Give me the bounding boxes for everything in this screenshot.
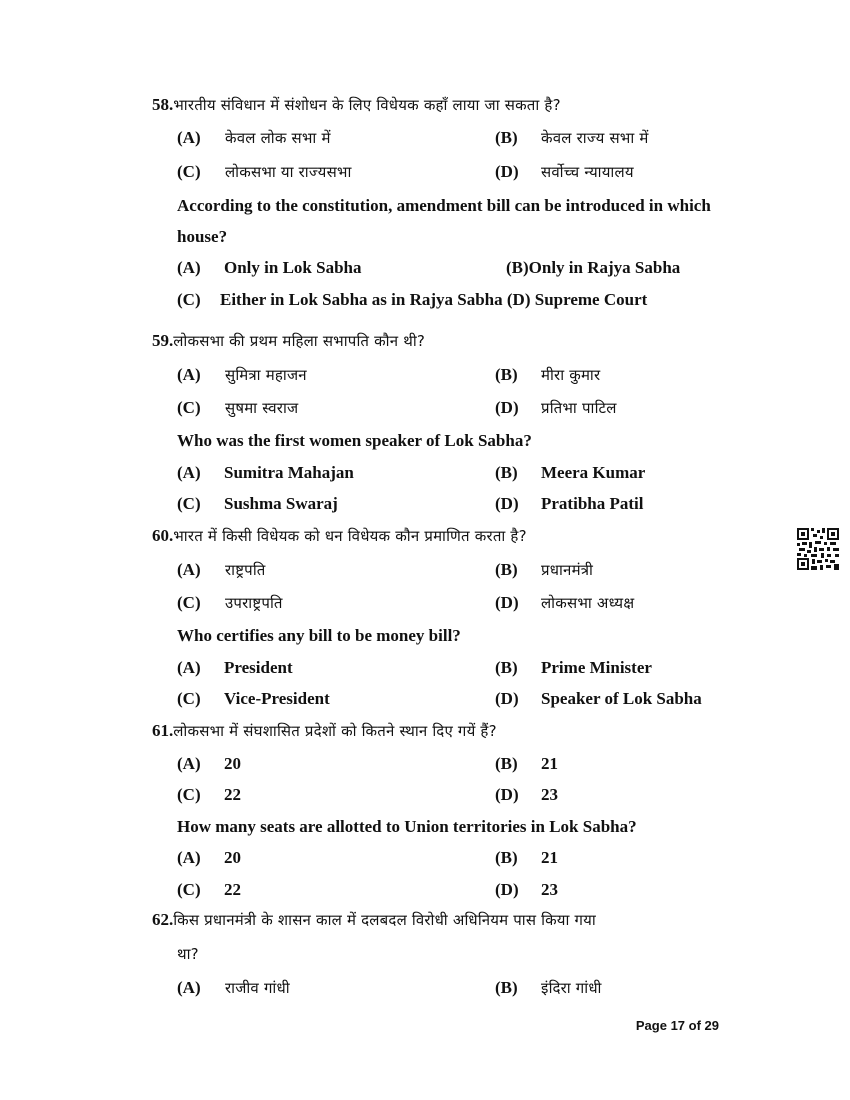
qr-code-icon	[797, 528, 839, 570]
option-text: लोकसभा अध्यक्ष	[541, 594, 635, 612]
option-text: (B)Only in Rajya Sabha	[506, 258, 681, 277]
option-label: (C)	[177, 494, 201, 513]
option-label: (B)	[495, 848, 518, 867]
option-text: 23	[541, 785, 558, 804]
option-text: सुमित्रा महाजन	[225, 366, 307, 384]
question-number: 58.	[152, 95, 174, 114]
option-label: (C)	[177, 785, 201, 804]
option-row	[177, 848, 737, 870]
option-label: (D)	[495, 162, 519, 181]
option-row	[177, 258, 737, 280]
option-label: (A)	[177, 978, 201, 997]
option-text: प्रतिभा पाटिल	[541, 399, 617, 417]
question-number: 59.	[152, 331, 174, 350]
page-number: Page 17 of 29	[635, 1018, 719, 1033]
question-hindi: लोकसभा में संघशासित प्रदेशों को कितने स्थान दिए गयें हैं?	[173, 722, 497, 740]
option-text: इंदिरा गांधी	[541, 979, 602, 997]
option-text: Speaker of Lok Sabha	[541, 689, 702, 708]
option-text: President	[224, 658, 293, 677]
option-label: (B)	[495, 128, 518, 147]
option-row	[177, 658, 737, 680]
question-62	[152, 910, 596, 930]
option-label: (B)	[495, 658, 518, 677]
option-label: (C)	[177, 398, 201, 417]
option-label: (B)	[495, 754, 518, 773]
option-text: सर्वोच्च न्यायालय	[541, 163, 634, 181]
question-59	[152, 331, 425, 351]
option-label: (D)	[495, 593, 519, 612]
question-58	[152, 95, 561, 115]
question-hindi: किस प्रधानमंत्री के शासन काल में दलबदल विरोधी अधिनियम पास किया गया	[173, 911, 596, 929]
question-61	[152, 721, 497, 741]
option-text: Either in Lok Sabha as in Rajya Sabha (D) Supreme Court	[220, 290, 648, 309]
question-hindi: भारत में किसी विधेयक को धन विधेयक कौन प्रमाणित करता है?	[173, 527, 527, 545]
option-row	[177, 463, 737, 485]
option-label: (A)	[177, 848, 201, 867]
option-row	[177, 290, 737, 312]
option-label: (B)	[495, 365, 518, 384]
option-row	[177, 398, 737, 420]
question-number: 61.	[152, 721, 174, 740]
question-english: How many seats are allotted to Union territories in Lok Sabha?	[177, 817, 637, 836]
option-label: (D)	[495, 880, 519, 899]
option-label: (C)	[177, 290, 201, 309]
option-row	[177, 365, 737, 387]
option-text: Vice-President	[224, 689, 330, 708]
option-row	[177, 494, 737, 516]
option-row	[177, 162, 737, 184]
option-label: (A)	[177, 258, 201, 277]
option-text: केवल लोक सभा में	[225, 129, 331, 147]
option-label: (B)	[495, 463, 518, 482]
question-number: 62.	[152, 910, 174, 929]
question-hindi: भारतीय संविधान में संशोधन के लिए विधेयक कहाँ लाया जा सकता है?	[173, 96, 561, 114]
question-hindi: लोकसभा की प्रथम महिला सभापति कौन थी?	[173, 332, 426, 350]
option-label: (A)	[177, 365, 201, 384]
option-label: (C)	[177, 880, 201, 899]
question-60	[152, 526, 527, 546]
option-text: 21	[541, 754, 558, 773]
option-text: Sushma Swaraj	[224, 494, 338, 513]
option-text: 22	[224, 785, 241, 804]
question-english: Who was the first women speaker of Lok Sabha?	[177, 431, 532, 450]
option-label: (B)	[495, 560, 518, 579]
question-english: Who certifies any bill to be money bill?	[177, 626, 461, 645]
option-text: 22	[224, 880, 241, 899]
option-label: (A)	[177, 128, 201, 147]
option-label: (C)	[177, 593, 201, 612]
option-text: 20	[224, 848, 241, 867]
option-label: (C)	[177, 689, 201, 708]
option-row	[177, 880, 737, 902]
option-text: लोकसभा या राज्यसभा	[225, 163, 352, 181]
option-text: Sumitra Mahajan	[224, 463, 354, 482]
question-number: 60.	[152, 526, 174, 545]
option-label: (B)	[495, 978, 518, 997]
option-text: राष्ट्रपति	[225, 561, 266, 579]
option-row	[177, 978, 737, 1000]
option-label: (A)	[177, 463, 201, 482]
option-label: (A)	[177, 560, 201, 579]
option-text: Prime Minister	[541, 658, 652, 677]
option-text: Only in Lok Sabha	[224, 258, 362, 277]
option-text: उपराष्ट्रपति	[225, 594, 283, 612]
option-text: Pratibha Patil	[541, 494, 644, 513]
option-row	[177, 560, 737, 582]
option-text: 23	[541, 880, 558, 899]
option-label: (D)	[495, 398, 519, 417]
option-label: (A)	[177, 754, 201, 773]
option-row	[177, 754, 737, 776]
option-text: 20	[224, 754, 241, 773]
question-english: house?	[177, 227, 228, 246]
question-english: According to the constitution, amendment bill can be introduced in which	[177, 196, 711, 215]
option-row	[177, 689, 737, 711]
option-label: (C)	[177, 162, 201, 181]
option-row	[177, 128, 737, 150]
option-text: प्रधानमंत्री	[541, 561, 594, 579]
option-label: (D)	[495, 494, 519, 513]
option-label: (D)	[495, 689, 519, 708]
option-label: (D)	[495, 785, 519, 804]
option-text: सुषमा स्वराज	[225, 399, 299, 417]
option-text: केवल राज्य सभा में	[541, 129, 649, 147]
option-row	[177, 785, 737, 807]
option-label: (A)	[177, 658, 201, 677]
option-text: Meera Kumar	[541, 463, 646, 482]
option-text: 21	[541, 848, 558, 867]
option-text: राजीव गांधी	[225, 979, 290, 997]
option-text: मीरा कुमार	[541, 366, 601, 384]
question-hindi-continued: था?	[177, 945, 199, 963]
option-row	[177, 593, 737, 615]
